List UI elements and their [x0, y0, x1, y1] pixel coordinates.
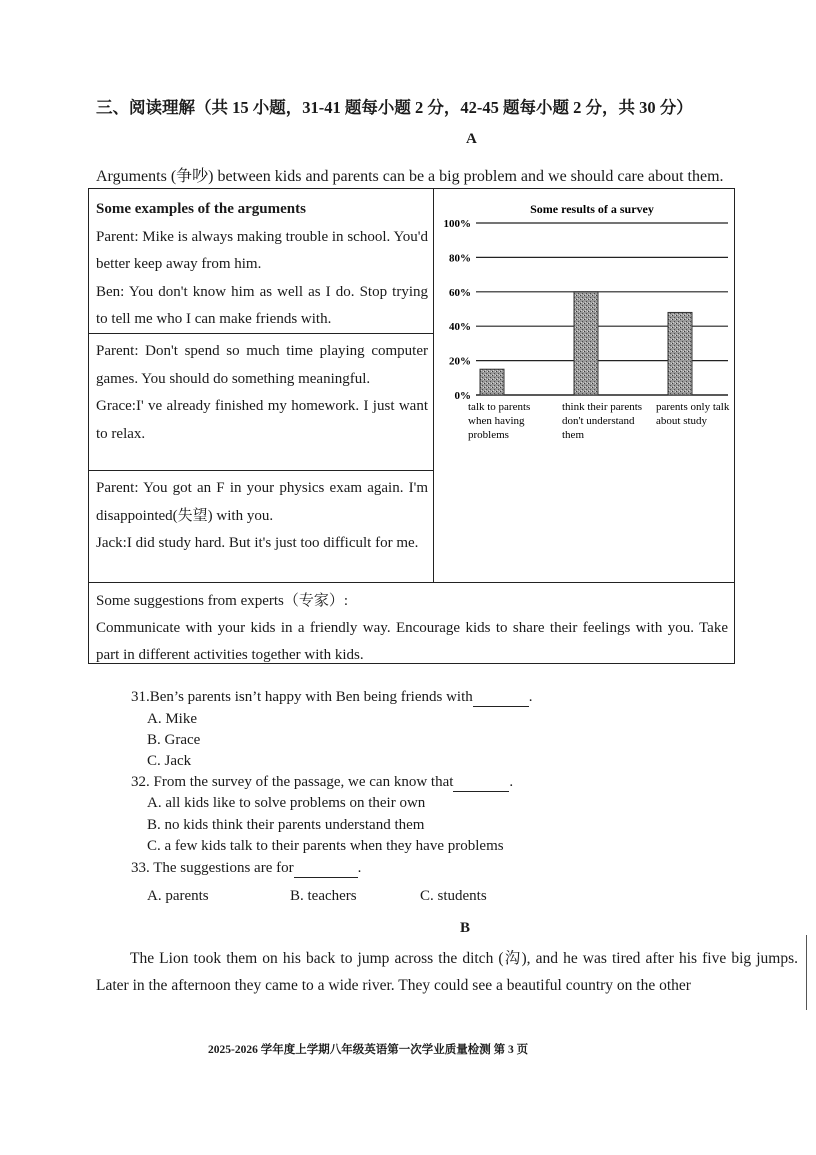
bar [668, 312, 692, 395]
table-divider [88, 470, 434, 471]
option[interactable]: C. a few kids talk to their parents when they have problems [147, 838, 504, 854]
option[interactable]: C. students [420, 888, 487, 904]
part-b-label: B [460, 920, 471, 936]
question-31 [131, 689, 533, 707]
page-footer: 2025-2026 学年度上学期八年级英语第一次学业质量检测 第 3 页 [208, 1044, 529, 1056]
option[interactable]: C. Jack [147, 753, 192, 769]
option[interactable]: B. Grace [147, 732, 201, 748]
kid-line: Grace:I' ve already finished my homework. I just want to relax. [96, 398, 428, 442]
question-stem: 32. From the survey of the passage, we can know that [131, 774, 454, 790]
y-tick-label: 60% [449, 286, 471, 299]
parent-line: Parent: You got an F in your physics exam again. I'm disappointed(失望) with you. [96, 480, 428, 524]
suggestions-text: Communicate with your kids in a friendly way. Encourage kids to share their feelings with you. Take part in different activities together with kids. [96, 620, 728, 663]
option[interactable]: B. teachers [290, 888, 357, 904]
question-end: . [509, 774, 514, 790]
suggestions-heading: Some suggestions from experts（专家）: [96, 593, 349, 609]
option[interactable]: A. parents [147, 888, 209, 904]
scan-edge-mark [806, 935, 807, 1010]
question-33 [131, 860, 361, 878]
argument-example-1 [96, 196, 428, 334]
table-divider [88, 582, 735, 583]
chart-title: Some results of a survey [530, 202, 654, 216]
y-tick-label: 0% [454, 390, 471, 402]
chart-bars [480, 292, 692, 395]
option[interactable]: A. all kids like to solve problems on their own [147, 795, 426, 811]
y-tick-label: 40% [449, 321, 471, 334]
option[interactable]: B. no kids think their parents understand them [147, 817, 425, 833]
parent-line: Parent: Don't spend so much time playing computer games. You should do something meaningful. [96, 343, 428, 387]
passage-b: The Lion took them on his back to jump across the ditch (沟), and he was tired after his five big jumps. Later in the afternoon they came to a wide river. They could see a beautiful country on the other [96, 950, 798, 994]
y-tick-label: 80% [449, 252, 471, 265]
bar [574, 292, 598, 395]
y-tick-label: 20% [449, 355, 471, 368]
bar [480, 369, 504, 395]
parent-line: Parent: Mike is always making trouble in school. You'd better keep away from him. [96, 228, 428, 273]
answer-blank[interactable] [453, 774, 509, 792]
survey-bar-chart [440, 195, 732, 455]
chart-category-labels [468, 401, 730, 441]
category-label: think their parents don't understand them [562, 401, 643, 441]
category-label: parents only talk about study [656, 401, 730, 427]
part-a-label: A [466, 131, 477, 147]
question-stem: 31.Ben’s parents isn’t happy with Ben being friends with [131, 689, 473, 705]
question-end: . [357, 860, 362, 876]
question-end: . [528, 689, 533, 705]
answer-blank[interactable] [294, 860, 358, 878]
section-title: 三、阅读理解（共 15 小题，31-41 题每小题 2 分，42-45 题每小题 2 分，共 30 分） [96, 98, 693, 117]
question-32 [131, 774, 513, 792]
kid-line: Jack:I did study hard. But it's just too difficult for me. [96, 535, 419, 552]
question-stem: 33. The suggestions are for [131, 860, 294, 876]
answer-blank[interactable] [473, 689, 529, 707]
table-divider-vertical [433, 188, 434, 583]
category-label: talk to parents when having problems [468, 401, 531, 441]
kid-line: Ben: You don't know him as well as I do. Stop trying to tell me who I can make friends with. [96, 283, 428, 328]
suggestions-box [96, 588, 728, 669]
argument-example-3 [96, 475, 428, 558]
arguments-heading: Some examples of the arguments [96, 201, 306, 217]
y-tick-label: 100% [443, 218, 471, 230]
option[interactable]: A. Mike [147, 711, 197, 727]
argument-example-2 [96, 338, 428, 448]
intro-sentence: Arguments (争吵) between kids and parents can be a big problem and we should care about them. [96, 168, 724, 185]
